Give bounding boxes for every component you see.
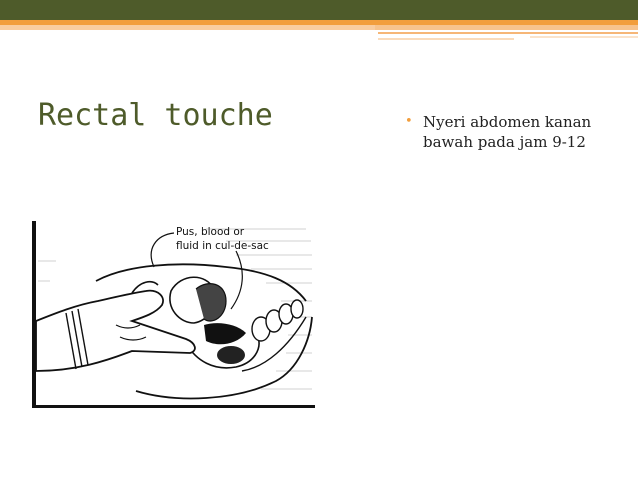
header-stripe — [378, 32, 638, 34]
header-band-dark — [0, 0, 638, 20]
header-band-light — [0, 25, 375, 30]
header-stripe — [530, 36, 638, 38]
rectal-exam-drawing — [36, 221, 315, 405]
figure-caption-line1: Pus, blood or — [176, 226, 245, 238]
bullet-list — [405, 112, 630, 152]
bullet-icon: • — [405, 114, 413, 129]
slide-title: Rectal touche — [38, 98, 273, 133]
figure-caption-line2: fluid in cul-de-sac — [176, 240, 269, 252]
bullet-item — [405, 112, 630, 152]
bullet-text: Nyeri abdomen kanan bawah pada jam 9-12 — [423, 113, 592, 151]
anatomy-illustration — [32, 221, 315, 408]
header-band-light-right — [375, 25, 638, 30]
header-stripe — [378, 38, 514, 40]
